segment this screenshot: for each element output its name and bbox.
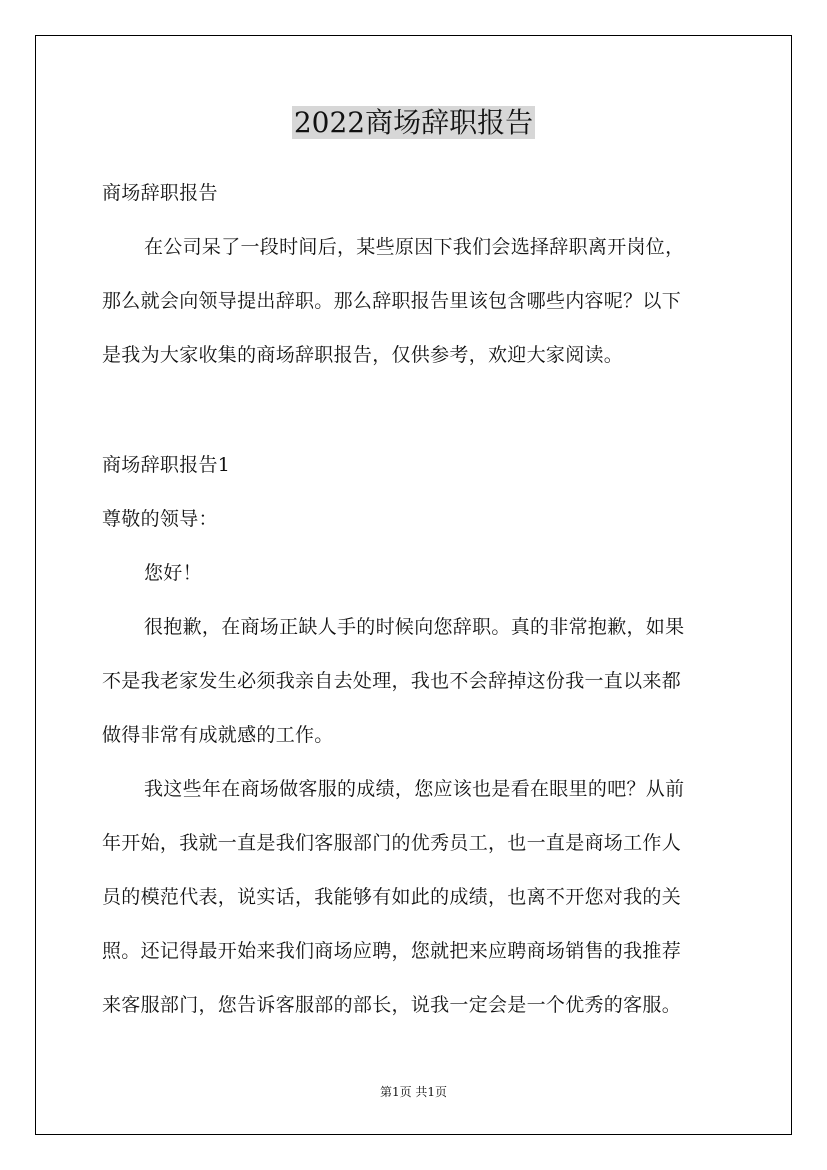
- salutation: 尊敬的领导：: [102, 508, 218, 530]
- paragraph-line: 员的模范代表，说实话，我能够有如此的成绩，也离不开您对我的关: [102, 886, 682, 908]
- intro-line: 那么就会向领导提出辞职。那么辞职报告里该包含哪些内容呢？以下: [102, 290, 682, 312]
- document-title-text: 2022商场辞职报告: [293, 106, 534, 139]
- paragraph-line: 做得非常有成就感的工作。: [102, 724, 334, 746]
- paragraph-line: 年开始，我就一直是我们客服部门的优秀员工，也一直是商场工作人: [102, 832, 682, 854]
- intro-line: 是我为大家收集的商场辞职报告，仅供参考，欢迎大家阅读。: [102, 344, 624, 366]
- page-footer: 第1页 共1页: [379, 1085, 448, 1099]
- paragraph-line: 来客服部门，您告诉客服部的部长，说我一定会是一个优秀的客服。: [102, 994, 682, 1016]
- intro-line: 在公司呆了一段时间后，某些原因下我们会选择辞职离开岗位，: [144, 236, 685, 258]
- paragraph-line: 很抱歉，在商场正缺人手的时候向您辞职。真的非常抱歉，如果: [144, 616, 685, 638]
- paragraph-line: 照。还记得最开始来我们商场应聘，您就把来应聘商场销售的我推荐: [102, 940, 682, 962]
- paragraph-line: 不是我老家发生必须我亲自去处理，我也不会辞掉这份我一直以来都: [102, 670, 682, 692]
- section-heading: 商场辞职报告1: [102, 454, 231, 476]
- paragraph-line: 我这些年在商场做客服的成绩，您应该也是看在眼里的吧？从前: [144, 778, 685, 800]
- greeting: 您好！: [144, 562, 202, 584]
- document-title: [0, 103, 827, 143]
- subtitle: 商场辞职报告: [102, 182, 218, 204]
